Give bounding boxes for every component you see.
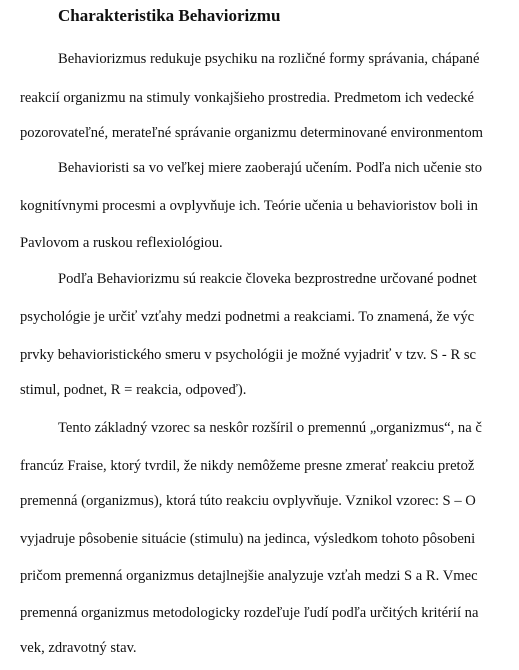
text-line: premenná organizmus metodologicky rozdeľuje ľudí podľa určitých kritérií na <box>20 605 479 621</box>
text-line: kognitívnymi procesmi a ovplyvňuje ich. Teórie učenia u behavioristov boli in <box>20 198 478 214</box>
text-line: stimul, podnet, R = reakcia, odpoveď). <box>20 382 247 398</box>
text-line: Behavioristi sa vo veľkej miere zaoberajú učením. Podľa nich učenie sto <box>58 160 482 176</box>
text-line: Tento základný vzorec sa neskôr rozšíril o premennú „organizmus“, na č <box>58 420 482 436</box>
text-line: vek, zdravotný stav. <box>20 640 137 656</box>
text-line: psychológie je určiť vzťahy medzi podnetmi a reakciami. To znamená, že výc <box>20 309 475 325</box>
text-line: vyjadruje pôsobenie situácie (stimulu) na jedinca, výsledkom tohoto pôsobeni <box>20 531 476 547</box>
text-line: reakcií organizmu na stimuly vonkajšieho prostredia. Predmetom ich vedecké <box>20 90 475 106</box>
text-line: premenná (organizmus), ktorá túto reakciu ovplyvňuje. Vznikol vzorec: S – O <box>20 493 476 509</box>
text-line: pričom premenná organizmus detajlnejšie analyzuje vzťah medzi S a R. Vmec <box>20 568 478 584</box>
text-line: francúz Fraise, ktorý tvrdil, že nikdy nemôžeme presne zmerať reakciu pretož <box>20 458 475 474</box>
text-line: Pavlovom a ruskou reflexiológiou. <box>20 235 223 251</box>
text-line: prvky behavioristického smeru v psychológii je možné vyjadriť v tzv. S - R sc <box>20 347 476 363</box>
text-line: Behaviorizmus redukuje psychiku na rozličné formy správania, chápané <box>58 51 480 67</box>
document-title: Charakteristika Behaviorizmu <box>58 6 281 25</box>
text-line: Podľa Behaviorizmu sú reakcie človeka bezprostredne určované podnet <box>58 271 477 287</box>
text-line: pozorovateľné, merateľné správanie organizmu determinované environmentom <box>20 125 484 141</box>
